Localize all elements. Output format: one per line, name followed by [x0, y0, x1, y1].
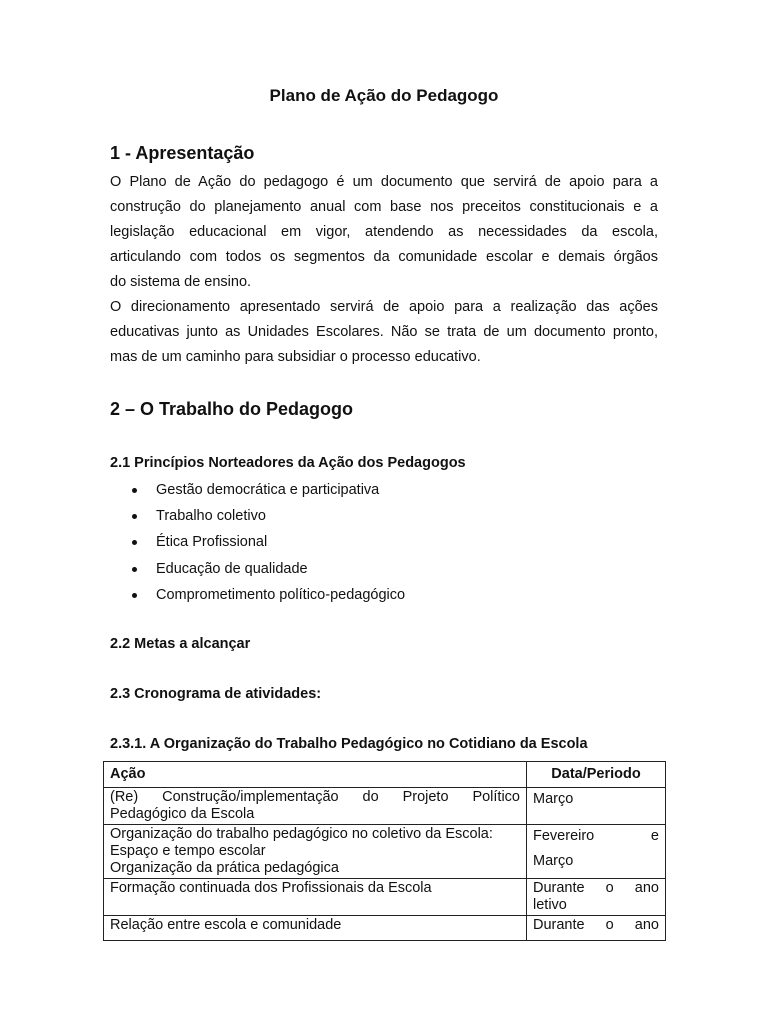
list-item [130, 583, 405, 609]
subsection-2-3-1-heading: 2.3.1. A Organização do Trabalho Pedagógico no Cotidiano da Escola [110, 736, 588, 752]
cell-line: Organização da prática pedagógica [110, 860, 339, 876]
table-cell-action [104, 916, 527, 941]
paragraph-line: articulando com todos os segmentos da comunidade escolar e demais órgãos [110, 249, 658, 265]
list-item [130, 557, 405, 583]
list-item [130, 504, 405, 530]
cell-line: Durante o ano [533, 880, 659, 896]
paragraph-line: construção do planejamento anual com base nos preceitos constitucionais e a [110, 199, 658, 215]
table-cell-action [104, 788, 527, 825]
table-row [104, 879, 666, 916]
bullet-icon [132, 540, 137, 545]
header-action: Ação [104, 762, 527, 788]
paragraph-line: do sistema de ensino. [110, 274, 252, 290]
bullet-icon [132, 593, 137, 598]
cell-line: Formação continuada dos Profissionais da Escola [110, 880, 432, 896]
cell-line: Espaço e tempo escolar [110, 843, 266, 859]
subsection-2-2-heading: 2.2 Metas a alcançar [110, 636, 251, 652]
subsection-2-3-heading: 2.3 Cronograma de atividades: [110, 686, 322, 702]
section-2-heading: 2 – O Trabalho do Pedagogo [110, 399, 354, 419]
table-row [104, 788, 666, 825]
paragraph-line: O Plano de Ação do pedagogo é um documento que servirá de apoio para a [110, 174, 658, 190]
paragraph-line: educativas junto as Unidades Escolares. Não se trata de um documento pronto, [110, 324, 658, 340]
paragraph-line: O direcionamento apresentado servirá de apoio para a realização das ações [110, 299, 658, 315]
table-cell-action [104, 825, 527, 879]
list-item-label: Ética Profissional [156, 534, 268, 551]
list-item-label: Educação de qualidade [156, 560, 308, 577]
document-title: Plano de Ação do Pedagogo [269, 86, 499, 105]
list-item [130, 530, 405, 556]
list-item-label: Gestão democrática e participativa [156, 482, 380, 498]
table-header-row [104, 762, 666, 788]
list-item-label: Trabalho coletivo [156, 508, 266, 525]
table-cell-period [527, 825, 666, 879]
principles-list [130, 478, 405, 609]
bullet-icon [132, 514, 137, 519]
paragraph-line: legislação educacional em vigor, atendendo as necessidades da escola, [110, 224, 658, 240]
cell-line: letivo [533, 897, 567, 913]
section-1-heading: 1 - Apresentação [110, 143, 255, 163]
table-cell-period [527, 879, 666, 916]
paragraph-line: mas de um caminho para subsidiar o processo educativo. [110, 349, 481, 365]
subsection-2-1-heading: 2.1 Princípios Norteadores da Ação dos Pedagogos [110, 455, 466, 471]
cell-line: Março [533, 853, 574, 869]
cell-line: Durante o ano [533, 917, 659, 933]
header-period: Data/Periodo [527, 762, 666, 788]
list-item [130, 478, 405, 504]
bullet-icon [132, 567, 137, 572]
table-cell-action [104, 879, 527, 916]
cell-line: Relação entre escola e comunidade [110, 917, 342, 933]
table-cell-period [527, 788, 666, 825]
list-item-label: Comprometimento político-pedagógico [156, 586, 406, 603]
cell-line: (Re) Construção/implementação do Projeto Político [110, 789, 520, 805]
cell-line: Organização do trabalho pedagógico no coletivo da Escola: [110, 826, 493, 842]
cell-line: Fevereiro e [533, 828, 659, 844]
table-row [104, 825, 666, 879]
presentation-paragraph-1 [110, 170, 658, 295]
bullet-icon [132, 488, 137, 493]
cell-line: Março [533, 791, 574, 807]
presentation-paragraph-2 [110, 295, 658, 370]
cell-line: Pedagógico da Escola [110, 806, 255, 822]
table-row [104, 916, 666, 941]
activities-table [103, 761, 666, 941]
table-cell-period [527, 916, 666, 941]
